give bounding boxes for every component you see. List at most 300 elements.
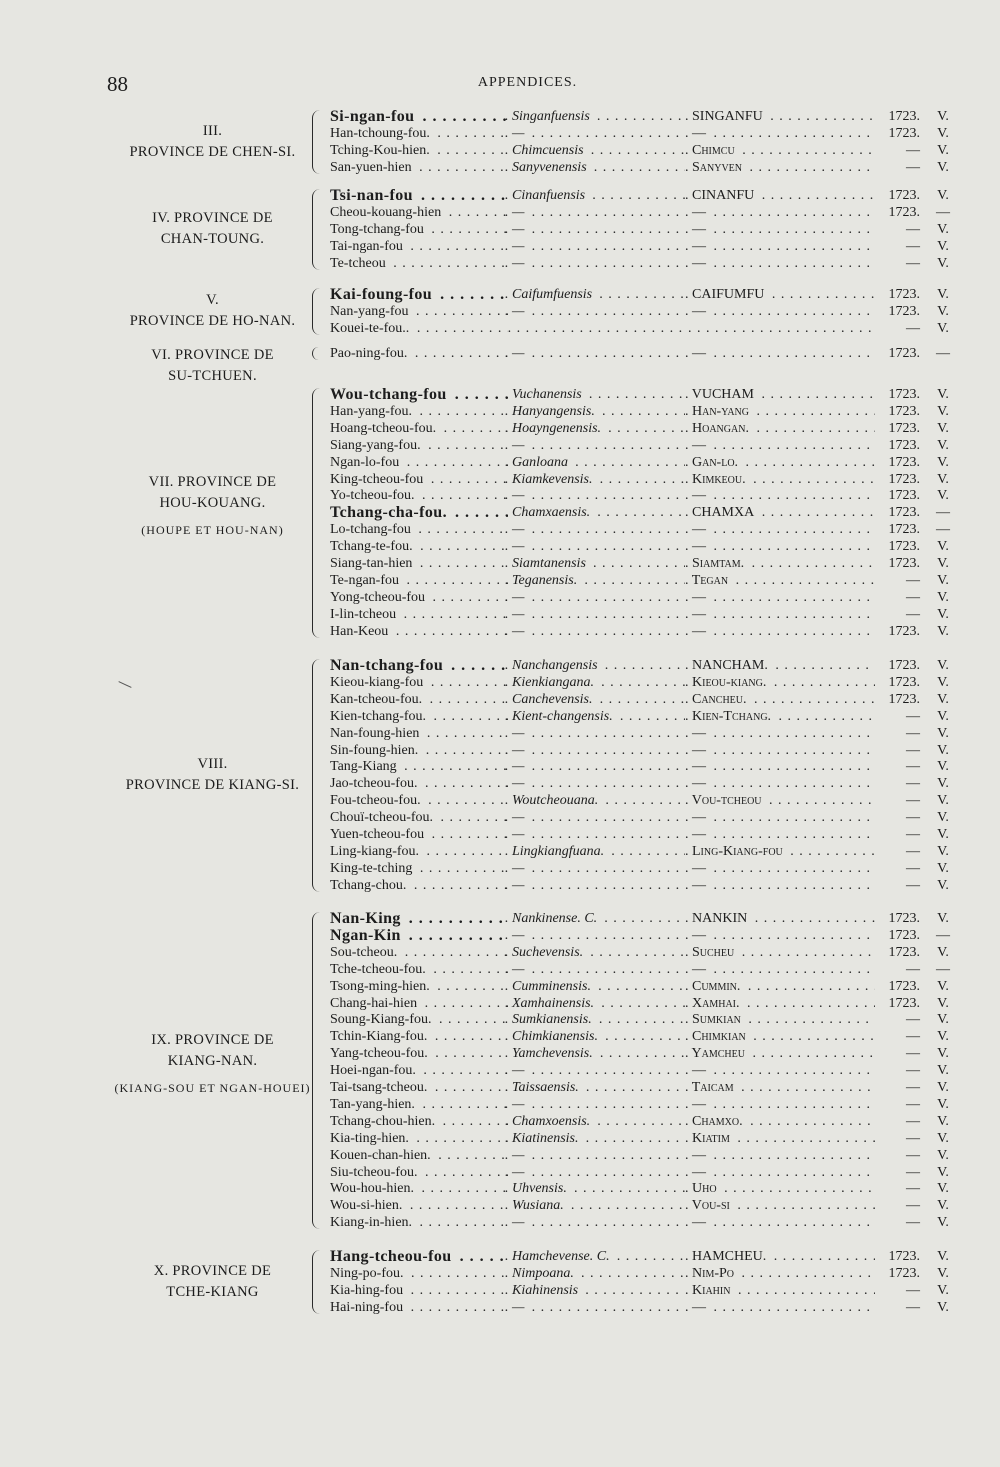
- latin-name-text: —: [512, 238, 525, 254]
- town-name: [330, 555, 508, 572]
- town-name-text: Nan-tchang-fou: [330, 657, 444, 674]
- latin-name: [505, 221, 685, 238]
- code: V.: [937, 420, 949, 436]
- code: V.: [937, 810, 949, 826]
- romanized-name: [685, 320, 875, 337]
- latin-name-text: Nanchangensis: [512, 658, 598, 673]
- romanized-name-text: Tegan: [691, 572, 729, 588]
- code: —: [936, 522, 950, 538]
- latin-name-text: Suchevensis.: [512, 944, 584, 960]
- romanized-name: [685, 538, 875, 555]
- table-row: [0, 255, 1000, 272]
- romanized-name-text: Kimkeou.: [692, 471, 746, 487]
- latin-name-text: Sanyvenensis: [512, 159, 587, 175]
- romanized-name-text: —: [692, 1063, 706, 1079]
- code: —: [936, 346, 950, 361]
- latin-name: [505, 159, 685, 176]
- table-row: [0, 927, 1000, 944]
- town-name-text: Siang-yang-fou.: [330, 437, 421, 453]
- town-name: [330, 420, 508, 437]
- latin-name-text: —: [512, 522, 525, 538]
- latin-name: [505, 1214, 685, 1231]
- latin-name-text: Kient-changensis.: [512, 708, 613, 724]
- latin-name-text: —: [512, 742, 525, 758]
- year: 1723.: [888, 437, 920, 453]
- town-name: [330, 1147, 508, 1164]
- romanized-name-text: Vou-si: [691, 1198, 730, 1214]
- latin-name-text: Teganensis.: [512, 572, 578, 588]
- romanized-name-text: —: [692, 238, 706, 254]
- year: 1723.: [888, 658, 920, 673]
- romanized-name: [685, 1130, 875, 1147]
- town-name: [330, 125, 508, 142]
- town-name-text: Kan-tcheou-fou.: [330, 691, 423, 707]
- code: V.: [937, 589, 949, 605]
- latin-name: [505, 1113, 685, 1130]
- code: V.: [937, 454, 949, 470]
- province-label-line: VIII.: [197, 756, 228, 773]
- table-row: [0, 125, 1000, 142]
- latin-name: [505, 108, 685, 125]
- town-name: [330, 221, 508, 238]
- romanized-name-text: —: [692, 1299, 706, 1315]
- latin-name-text: —: [512, 877, 525, 893]
- latin-name: [505, 792, 685, 809]
- latin-name: [505, 1147, 685, 1164]
- romanized-name-text: Sumkian: [692, 1012, 741, 1028]
- latin-name: [505, 674, 685, 691]
- code: V.: [937, 238, 949, 254]
- province-sublabel: (KIANG-SOU ET NGAN-HOUEI): [114, 1080, 311, 1095]
- year: —: [906, 708, 920, 724]
- romanized-name-text: —: [692, 776, 706, 792]
- romanized-name: [685, 420, 875, 437]
- latin-name: [505, 1282, 685, 1299]
- code: V.: [937, 978, 949, 994]
- latin-name: [505, 961, 685, 978]
- town-name-text: Kia-hing-fou: [330, 1282, 404, 1298]
- romanized-name-text: —: [692, 623, 706, 639]
- romanized-name: [685, 944, 875, 961]
- latin-name: [505, 345, 685, 362]
- romanized-name-text: Chimcu: [692, 142, 735, 158]
- year: —: [906, 1012, 920, 1028]
- latin-name-text: Chimcuensis: [512, 142, 584, 158]
- town-name-text: Te-ngan-fou: [330, 572, 399, 588]
- year: —: [906, 961, 920, 977]
- latin-name: [505, 320, 685, 337]
- table-row: [0, 826, 1000, 843]
- romanized-name-text: Kieou-kiang.: [692, 674, 767, 690]
- town-name: [330, 471, 508, 488]
- province-label-line: PROVINCE DE KIANG-SI.: [125, 777, 300, 794]
- latin-name: [505, 1130, 685, 1147]
- town-name-text: Tai-ngan-fou: [330, 238, 403, 254]
- romanized-name-text: Chamxo.: [692, 1113, 743, 1129]
- table-row: [0, 1180, 1000, 1197]
- running-head: APPENDICES.: [477, 75, 578, 90]
- year: —: [906, 221, 920, 237]
- romanized-name-text: —: [692, 961, 706, 977]
- table-row: [0, 320, 1000, 337]
- latin-name-text: Hamchevense. C.: [512, 1249, 610, 1264]
- town-name: [330, 674, 508, 691]
- town-name: [330, 1045, 508, 1062]
- latin-name-text: —: [512, 437, 525, 453]
- code: V.: [937, 572, 949, 588]
- romanized-name-text: —: [692, 606, 706, 622]
- town-name-text: Kia-ting-hien.: [330, 1130, 409, 1146]
- code: V.: [937, 287, 949, 302]
- code: V.: [937, 125, 949, 141]
- latin-name: [505, 437, 685, 454]
- year: —: [906, 1282, 920, 1298]
- latin-name-text: Singanfuensis: [512, 109, 590, 124]
- code: —: [936, 927, 950, 943]
- romanized-name-text: Han-yang: [692, 403, 749, 419]
- table-row: [0, 286, 1000, 303]
- romanized-name-text: —: [692, 221, 706, 237]
- town-name-text: Nan-foung-hien: [330, 725, 420, 741]
- town-name-text: Nan-King: [330, 910, 401, 927]
- romanized-name-text: —: [692, 827, 706, 842]
- romanized-name: [685, 691, 875, 708]
- latin-name: [505, 142, 685, 159]
- town-name-text: Hang-tcheou-fou: [330, 1248, 452, 1265]
- town-name: [330, 204, 508, 221]
- romanized-name: [685, 1079, 875, 1096]
- code: V.: [937, 188, 949, 203]
- town-name: [330, 792, 508, 809]
- table-row: [0, 1011, 1000, 1028]
- town-name: [330, 255, 508, 272]
- code: V.: [937, 911, 949, 926]
- code: V.: [937, 606, 949, 622]
- code: V.: [937, 255, 949, 271]
- town-name: [330, 1079, 508, 1096]
- town-name-text: Yong-tcheou-fou: [330, 589, 426, 605]
- romanized-name-text: —: [692, 204, 706, 220]
- romanized-name-text: NANKIN: [692, 911, 748, 926]
- latin-name: [505, 606, 685, 623]
- romanized-name: [685, 221, 875, 238]
- town-name: [330, 978, 508, 995]
- town-name-text: Ngan-lo-fou: [330, 454, 400, 470]
- year: —: [906, 793, 920, 809]
- romanized-name: [685, 454, 875, 471]
- year: 1723.: [888, 403, 920, 419]
- latin-name-text: —: [512, 1063, 525, 1079]
- code: V.: [937, 827, 949, 842]
- latin-name: [505, 1096, 685, 1113]
- code: V.: [937, 843, 949, 859]
- province-label-line: KIANG-NAN.: [167, 1052, 258, 1069]
- code: V.: [937, 1299, 949, 1315]
- romanized-name-text: Vou-tcheou: [691, 793, 762, 809]
- latin-name-text: —: [512, 255, 525, 271]
- romanized-name: [685, 826, 875, 843]
- code: V.: [937, 1215, 949, 1231]
- romanized-name-text: VUCHAM: [691, 387, 754, 402]
- town-name: [330, 1130, 508, 1147]
- latin-name: [505, 708, 685, 725]
- romanized-name: [685, 623, 875, 640]
- romanized-name-text: Siamtam.: [692, 556, 745, 571]
- year: 1723.: [888, 505, 920, 521]
- romanized-name: [685, 1045, 875, 1062]
- latin-name-text: —: [512, 860, 525, 876]
- latin-name-text: —: [512, 1096, 525, 1112]
- latin-name: [505, 1011, 685, 1028]
- romanized-name: [685, 1299, 875, 1316]
- year: —: [906, 742, 920, 758]
- latin-name: [505, 1265, 685, 1282]
- romanized-name-text: —: [692, 539, 706, 555]
- romanized-name: [685, 187, 875, 204]
- latin-name-text: Kienkiangana.: [512, 674, 595, 690]
- romanized-name-text: NANCHAM.: [692, 658, 768, 673]
- table-row: [0, 978, 1000, 995]
- romanized-name: [685, 1248, 875, 1265]
- town-name-text: Chang-hai-hien: [330, 995, 418, 1011]
- latin-name-text: Nankinense. C.: [512, 911, 598, 926]
- code: V.: [937, 1249, 949, 1264]
- year: —: [906, 1096, 920, 1112]
- code: V.: [937, 1265, 949, 1281]
- table-row: [0, 944, 1000, 961]
- town-name: [330, 657, 508, 674]
- year: —: [906, 142, 920, 158]
- table-row: [0, 187, 1000, 204]
- town-name: [330, 487, 508, 504]
- table-row: [0, 1045, 1000, 1062]
- province-label-line: CHAN-TOUNG.: [160, 231, 265, 248]
- latin-name-text: Taissaensis.: [512, 1080, 579, 1095]
- romanized-name: [685, 471, 875, 488]
- town-name-text: Pao-ning-fou.: [330, 346, 408, 361]
- town-name: [330, 826, 508, 843]
- year: 1723.: [888, 287, 920, 302]
- year: 1723.: [888, 995, 920, 1011]
- code: V.: [937, 674, 949, 690]
- table-row: [0, 758, 1000, 775]
- town-name-text: Han-yang-fou.: [330, 403, 413, 419]
- code: V.: [937, 658, 949, 673]
- latin-name-text: Chimkianensis.: [512, 1029, 598, 1045]
- table-row: [0, 708, 1000, 725]
- year: 1723.: [888, 911, 920, 926]
- romanized-name: [685, 142, 875, 159]
- town-name-text: Chouï-tcheou-fou.: [330, 810, 434, 826]
- romanized-name-text: SINGANFU: [692, 109, 763, 124]
- table-row: [0, 1096, 1000, 1113]
- code: V.: [937, 303, 949, 319]
- table-row: [0, 303, 1000, 320]
- town-name: [330, 521, 508, 538]
- latin-name-text: —: [512, 623, 525, 639]
- romanized-name: [685, 204, 875, 221]
- province-label-line: PROVINCE DE HO-NAN.: [129, 313, 296, 330]
- town-name: [330, 345, 508, 362]
- code: V.: [937, 1113, 949, 1129]
- town-name-text: Tchang-chou.: [330, 877, 407, 893]
- town-name: [330, 691, 508, 708]
- table-row: [0, 1113, 1000, 1130]
- year: 1723.: [888, 420, 920, 436]
- code: V.: [937, 387, 949, 402]
- romanized-name: [685, 159, 875, 176]
- latin-name: [505, 187, 685, 204]
- year: —: [906, 1080, 920, 1095]
- romanized-name-text: —: [692, 742, 706, 758]
- province-label-line: VI. PROVINCE DE: [151, 347, 274, 363]
- town-name: [330, 995, 508, 1012]
- romanized-name-text: —: [692, 255, 706, 271]
- table-row: [0, 555, 1000, 572]
- latin-name: [505, 238, 685, 255]
- table-row: [0, 221, 1000, 238]
- year: 1723.: [888, 1265, 920, 1281]
- latin-name-text: Cinanfuensis: [512, 188, 586, 203]
- romanized-name: [685, 843, 875, 860]
- town-name: [330, 1248, 508, 1265]
- table-row: [0, 403, 1000, 420]
- romanized-name: [685, 1011, 875, 1028]
- province-label-line: IX. PROVINCE DE: [151, 1031, 274, 1048]
- code: V.: [937, 691, 949, 707]
- year: —: [906, 1181, 920, 1197]
- romanized-name-text: Chimkian: [692, 1029, 746, 1045]
- romanized-name-text: —: [692, 877, 706, 893]
- latin-name-text: —: [512, 589, 525, 605]
- romanized-name: [685, 657, 875, 674]
- romanized-name-text: Xamhai.: [692, 995, 740, 1011]
- romanized-name-text: Kiatim: [692, 1130, 730, 1146]
- romanized-name-text: —: [692, 860, 706, 876]
- town-name: [330, 589, 508, 606]
- table-row: [0, 1299, 1000, 1316]
- code: V.: [937, 109, 949, 124]
- year: —: [906, 725, 920, 741]
- town-name: [330, 286, 508, 303]
- town-name-text: Tche-tcheou-fou.: [330, 961, 426, 977]
- latin-name: [505, 1028, 685, 1045]
- latin-name: [505, 843, 685, 860]
- latin-name-text: —: [512, 961, 525, 977]
- town-name: [330, 403, 508, 420]
- town-name-text: Sou-tcheou.: [330, 944, 398, 960]
- romanized-name-text: —: [692, 1096, 706, 1112]
- latin-name-text: —: [512, 1215, 525, 1231]
- romanized-name: [685, 725, 875, 742]
- romanized-name-text: Cummin.: [692, 978, 741, 994]
- romanized-name-text: Hoangan.: [692, 420, 749, 436]
- year: 1723.: [888, 488, 920, 504]
- town-name: [330, 758, 508, 775]
- romanized-name-text: —: [692, 437, 706, 453]
- latin-name-text: Cumminensis.: [512, 978, 591, 994]
- town-name: [330, 108, 508, 125]
- town-name: [330, 944, 508, 961]
- romanized-name: [685, 1096, 875, 1113]
- code: V.: [937, 793, 949, 809]
- romanized-name: [685, 1147, 875, 1164]
- code: V.: [937, 759, 949, 775]
- code: V.: [937, 1029, 949, 1045]
- town-name-text: Ning-po-fou.: [330, 1265, 404, 1281]
- town-name-text: Kieou-kiang-fou: [330, 674, 424, 690]
- romanized-name: [685, 1265, 875, 1282]
- code: V.: [937, 776, 949, 792]
- town-name-text: Jao-tcheou-fou.: [330, 776, 418, 792]
- year: —: [906, 320, 920, 336]
- year: —: [906, 1198, 920, 1214]
- latin-name-text: Chamxaensis.: [512, 505, 591, 521]
- town-name: [330, 538, 508, 555]
- code: V.: [937, 403, 949, 419]
- year: —: [906, 810, 920, 826]
- year: 1723.: [888, 556, 920, 571]
- romanized-name-text: Kien-Tchang.: [692, 708, 772, 724]
- town-name: [330, 504, 508, 521]
- table-row: [0, 345, 1000, 362]
- latin-name: [505, 877, 685, 894]
- code: V.: [937, 1198, 949, 1214]
- table-row: [0, 623, 1000, 640]
- year: 1723.: [888, 522, 920, 538]
- town-name: [330, 1096, 508, 1113]
- romanized-name-text: Yamcheu: [691, 1046, 745, 1062]
- town-name: [330, 1011, 508, 1028]
- romanized-name: [685, 487, 875, 504]
- town-name-text: Ling-kiang-fou.: [330, 843, 420, 859]
- romanized-name: [685, 927, 875, 944]
- latin-name: [505, 927, 685, 944]
- latin-name: [505, 504, 685, 521]
- latin-name-text: Woutcheouana.: [512, 793, 599, 809]
- latin-name-text: Wusiana.: [512, 1198, 564, 1214]
- romanized-name-text: Uho: [692, 1181, 717, 1197]
- latin-name-text: —: [512, 1164, 525, 1180]
- latin-name: [505, 204, 685, 221]
- town-name-text: Tai-tsang-tcheou.: [330, 1080, 428, 1095]
- code: V.: [937, 320, 949, 336]
- latin-name: [505, 623, 685, 640]
- latin-name: [505, 555, 685, 572]
- latin-name-text: —: [512, 776, 525, 792]
- code: V.: [937, 860, 949, 876]
- province-sublabel: (HOUPE ET HOU-NAN): [141, 522, 284, 537]
- romanized-name-text: Nim-Po: [692, 1265, 735, 1281]
- code: V.: [937, 623, 949, 639]
- romanized-name: [685, 606, 875, 623]
- latin-name-text: —: [512, 539, 525, 555]
- year: 1723.: [888, 978, 920, 994]
- year: —: [906, 1299, 920, 1315]
- latin-name: [505, 826, 685, 843]
- romanized-name: [685, 572, 875, 589]
- town-name-text: Soung-Kiang-fou.: [330, 1012, 432, 1028]
- code: V.: [937, 1130, 949, 1146]
- latin-name-text: Siamtanensis: [512, 556, 586, 571]
- year: 1723.: [888, 471, 920, 487]
- romanized-name: [685, 555, 875, 572]
- table-row: [0, 657, 1000, 674]
- latin-name-text: —: [512, 810, 525, 826]
- town-name-text: Hai-ning-fou: [330, 1299, 404, 1315]
- table-row: [0, 1130, 1000, 1147]
- code: V.: [937, 471, 949, 487]
